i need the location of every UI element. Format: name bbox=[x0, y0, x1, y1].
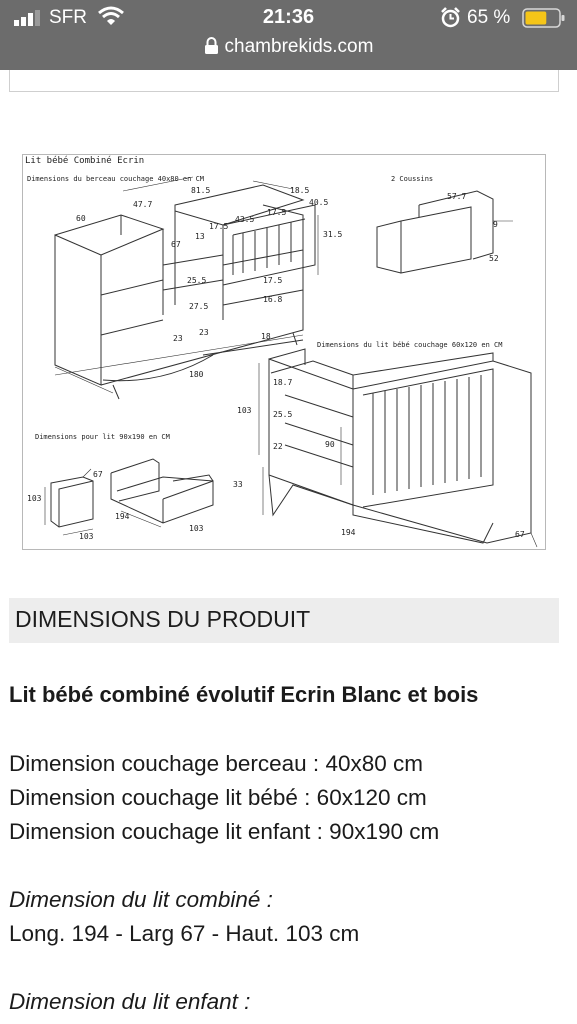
dim-43-5: 43.5 bbox=[235, 215, 255, 224]
diagram-drawing bbox=[23, 155, 545, 549]
dim-18-7: 18.7 bbox=[273, 378, 293, 387]
dim-103a: 103 bbox=[27, 494, 42, 503]
dim-9: 9 bbox=[493, 220, 498, 229]
dim-103b: 103 bbox=[189, 524, 204, 533]
previous-content-card bbox=[9, 70, 559, 92]
dim-16-8: 16.8 bbox=[263, 295, 283, 304]
dim-90: 90 bbox=[325, 440, 335, 449]
dim-25-5a: 25.5 bbox=[187, 276, 207, 285]
dim-67c: 67 bbox=[93, 470, 103, 479]
spec-lit-bebe: Dimension couchage lit bébé : 60x120 cm bbox=[9, 785, 427, 810]
status-bar bbox=[0, 0, 577, 36]
dim-180: 180 bbox=[189, 370, 204, 379]
dim-17-5c: 17.5 bbox=[263, 276, 283, 285]
dim-67a: 67 bbox=[171, 240, 181, 249]
lit-bebe-caption: Dimensions du lit bébé couchage 60x120 en CM bbox=[317, 341, 503, 349]
dim-17-5a: 17.5 bbox=[209, 222, 229, 231]
dim-60: 60 bbox=[76, 214, 86, 223]
dim-67b: 67 bbox=[515, 530, 525, 539]
product-dimensions-diagram bbox=[22, 154, 546, 550]
dim-81-5: 81.5 bbox=[191, 186, 211, 195]
spec-berceau: Dimension couchage berceau : 40x80 cm bbox=[9, 751, 423, 776]
dim-25-5b: 25.5 bbox=[273, 410, 293, 419]
dim-33: 33 bbox=[233, 480, 243, 489]
spec-lit-enfant: Dimension couchage lit enfant : 90x190 cm bbox=[9, 819, 440, 844]
coussins-caption: 2 Coussins bbox=[391, 175, 434, 183]
dim-17-5b: 17.5 bbox=[267, 208, 287, 217]
baby-bed-drawing bbox=[259, 349, 537, 547]
dim-194a: 194 bbox=[341, 528, 356, 537]
battery-percent: 65 % bbox=[467, 7, 511, 28]
child-bed-label: Dimension du lit enfant : bbox=[9, 989, 251, 1014]
product-title: Lit bébé combiné évolutif Ecrin Blanc et bois bbox=[9, 682, 479, 707]
combined-bed-value: Long. 194 - Larg 67 - Haut. 103 cm bbox=[9, 921, 360, 946]
dim-103c: 103 bbox=[79, 532, 94, 541]
lock-icon bbox=[204, 37, 219, 54]
dim-13: 13 bbox=[195, 232, 205, 241]
section-header-dimensions: DIMENSIONS DU PRODUIT bbox=[9, 598, 559, 643]
carrier-name: SFR bbox=[49, 7, 87, 28]
browser-chrome bbox=[0, 0, 577, 70]
dim-103: 103 bbox=[237, 406, 252, 415]
address-bar[interactable] bbox=[0, 36, 577, 64]
dim-27-5: 27.5 bbox=[189, 302, 209, 311]
dim-18a: 18 bbox=[261, 332, 271, 341]
berceau-caption: Dimensions du berceau couchage 40x80 en CM bbox=[27, 175, 205, 183]
battery-icon bbox=[522, 8, 566, 28]
url-domain: chambrekids.com bbox=[224, 36, 374, 57]
combined-bed-label: Dimension du lit combiné : bbox=[9, 887, 273, 912]
clock: 21:36 bbox=[262, 6, 315, 28]
alarm-clock-icon bbox=[440, 7, 461, 28]
dim-23a: 23 bbox=[173, 334, 183, 343]
dim-57-7: 57.7 bbox=[447, 192, 467, 201]
child-bed-drawing bbox=[45, 459, 213, 535]
dim-31-5: 31.5 bbox=[323, 230, 343, 239]
dim-52: 52 bbox=[489, 254, 499, 263]
dim-194b: 194 bbox=[115, 512, 130, 521]
dim-18-5: 18.5 bbox=[290, 186, 310, 195]
lit-90-caption: Dimensions pour lit 90x190 en CM bbox=[35, 433, 170, 441]
dim-40-5: 40.5 bbox=[309, 198, 329, 207]
dim-47-7: 47.7 bbox=[133, 200, 153, 209]
dim-23b: 23 bbox=[199, 328, 209, 337]
diagram-title: Lit bébé Combiné Ecrin bbox=[25, 156, 145, 166]
dim-22: 22 bbox=[273, 442, 283, 451]
